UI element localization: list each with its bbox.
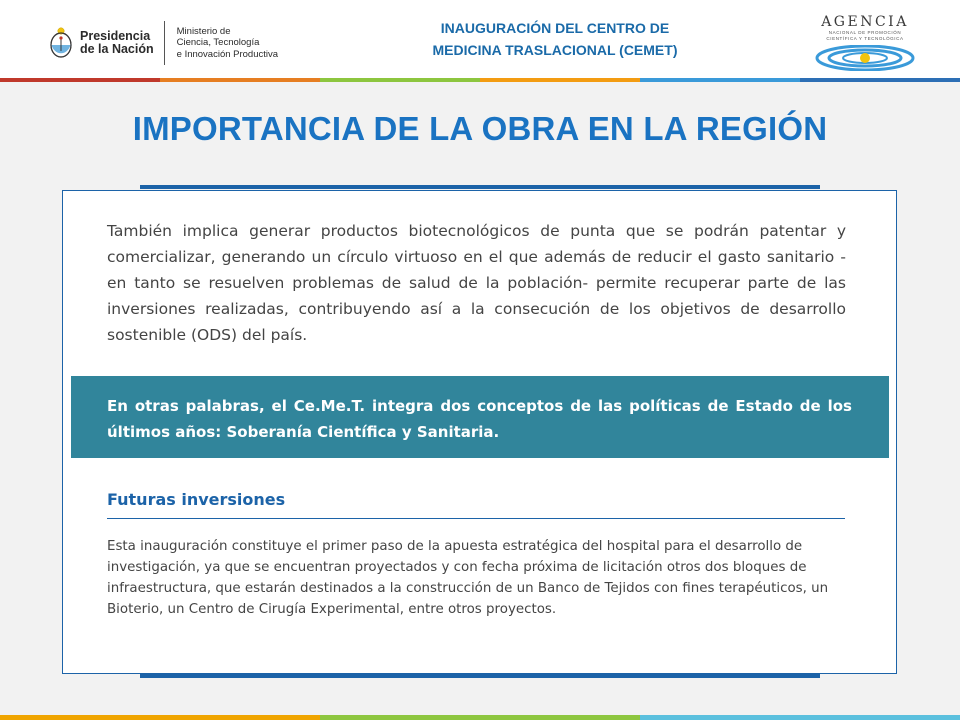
ministerio-line3: e Innovación Productiva (176, 48, 279, 60)
header-stripe (640, 78, 800, 82)
logo-divider (164, 21, 165, 65)
agencia-name: AGENCIA (821, 14, 909, 30)
header-color-bar (0, 78, 960, 82)
header-title-line2: MEDICINA TRASLACIONAL (CEMET) (432, 42, 678, 58)
header-stripe (480, 78, 640, 82)
content-box-top-accent (140, 185, 820, 189)
footer-stripe (0, 715, 320, 720)
presidencia-logo (48, 20, 278, 66)
ministerio-text (177, 26, 278, 61)
content-box-bottom-accent (140, 674, 820, 678)
argentina-coat-of-arms-icon (48, 26, 74, 60)
ministerio-line2: Ciencia, Tecnología (176, 37, 260, 49)
agencia-sun-icon (815, 45, 915, 71)
footer-stripe (640, 715, 960, 720)
paragraph-2: Esta inauguración constituye el primer paso de la apuesta estratégica del hospital para el desarrollo de investigación, ya que se encuentran proyectados y con fecha próxima de licitación otros dos bloques de infraestructura, que estarán destinados a la construcción de un Banco de Tejidos con fines terapéuticos, un Bioterio, un Centro de Cirugía Experimental, entre otros proyectos. (107, 539, 829, 617)
footer-color-bar (0, 715, 960, 720)
highlight-text: En otras palabras, el Ce.Me.T. integra dos conceptos de las políticas de Estado de los últimos años: Soberanía Científica y Sanitaria. (107, 397, 852, 441)
presidencia-line2: de la Nación (80, 42, 154, 56)
presidencia-text (80, 30, 154, 56)
header-stripe (320, 78, 480, 82)
header-stripe (160, 78, 320, 82)
ministerio-line1: Ministerio de (176, 25, 231, 37)
header-title (390, 17, 720, 61)
header-title-line1: INAUGURACIÓN DEL CENTRO DE (440, 20, 670, 36)
slide-title: IMPORTANCIA DE LA OBRA EN LA REGIÓN (132, 110, 828, 147)
agencia-sub1: NACIONAL DE PROMOCIÓN (828, 30, 902, 35)
subheading-rule (107, 518, 845, 519)
subheading-futuras-inversiones: Futuras inversiones (107, 490, 286, 509)
agencia-sub2: CIENTÍFICA Y TECNOLÓGICA (826, 36, 904, 41)
agencia-logo (812, 14, 918, 71)
header-stripe (800, 78, 960, 82)
presidencia-line1: Presidencia (80, 29, 151, 43)
paragraph-1: También implica generar productos biotecnológicos de punta que se podrán patentar y comercializar, generando un círculo virtuoso en el que además de reducir el gasto sanitario - en tanto se resuelven problemas de salud de la población- permite recuperar parte de las inversiones realizadas, contribuyendo así a la consecución de los objetivos de desarrollo sostenible (ODS) del país. (107, 222, 846, 344)
footer-stripe (320, 715, 640, 720)
header-stripe (0, 78, 160, 82)
header (0, 0, 960, 78)
